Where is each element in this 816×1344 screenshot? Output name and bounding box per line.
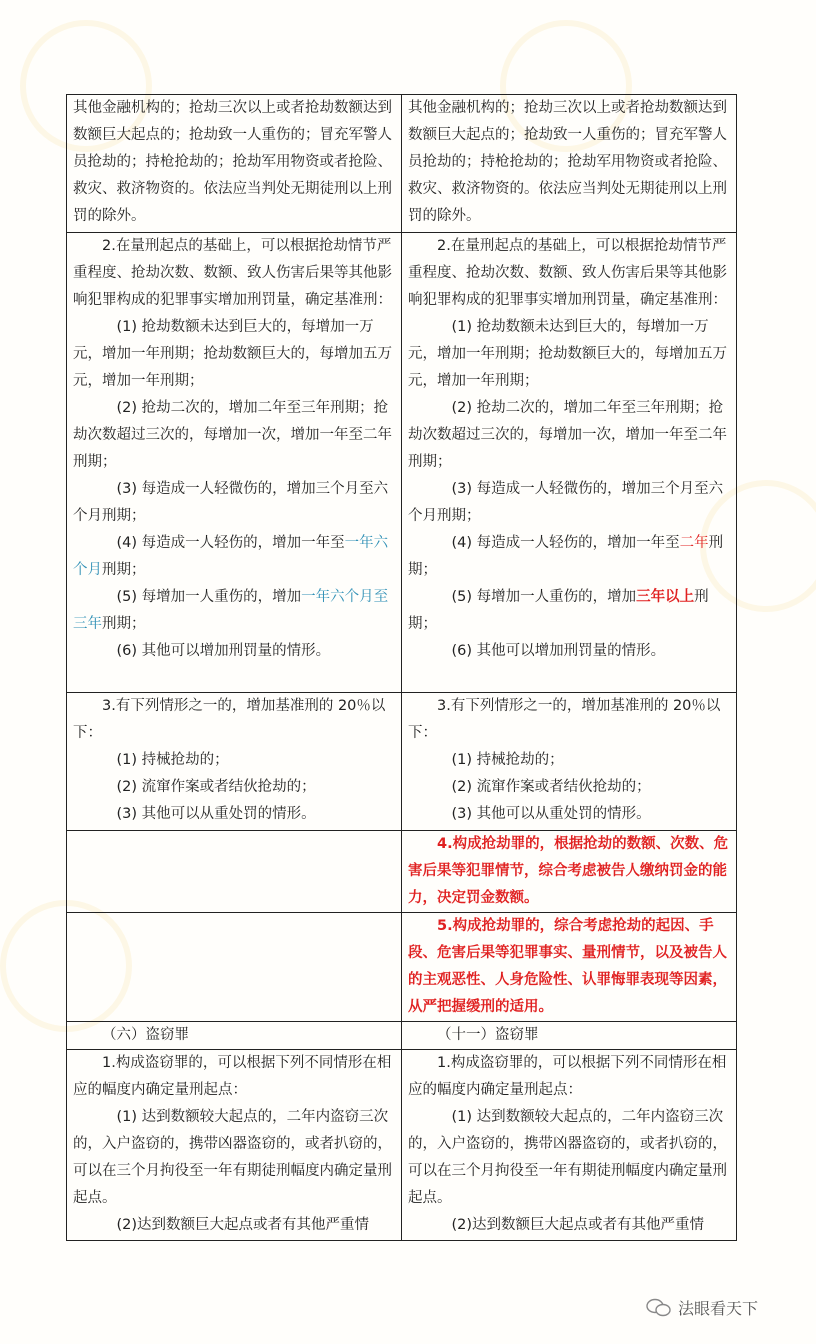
new-version-cell (402, 1022, 737, 1050)
text: 刑期； (102, 616, 146, 632)
text: （六）盗窃罪 (102, 1027, 189, 1043)
footer-account (646, 1296, 758, 1319)
text: (1) 达到数额较大起点的，二年内盗窃三次的，入户盗窃的，携带凶器盗窃的，或者扒窃的，可以在三个月拘役至一年有期徒刑幅度内确定量刑起点。 (408, 1109, 727, 1206)
paragraph (73, 774, 395, 801)
highlighted-text: 二年 (679, 535, 709, 551)
paragraph (408, 801, 730, 828)
text: 2.在量刑起点的基础上，可以根据抢劫情节严重程度、抢劫次数、数额、致人伤害后果等其他影响犯罪构成的犯罪事实增加刑罚量，确定基准刑： (73, 238, 392, 308)
paragraph (408, 95, 730, 230)
text: (2) 抢劫二次的，增加二年至三年刑期；抢劫次数超过三次的，每增加一次，增加一年至二年刑期； (73, 400, 392, 470)
paragraph (408, 913, 730, 1021)
text: （十一）盗窃罪 (437, 1027, 539, 1043)
paragraph (73, 1212, 395, 1239)
text: (3) 每造成一人轻微伤的，增加三个月至六个月刑期； (73, 481, 389, 524)
comparison-table (66, 94, 737, 1241)
new-version-cell (402, 913, 737, 1022)
text: (1) 抢劫数额未达到巨大的，每增加一万元，增加一年刑期；抢劫数额巨大的，每增加五万元，增加一年刑期； (73, 319, 392, 389)
new-version-cell (402, 1050, 737, 1241)
text: (5) 每增加一人重伤的，增加 (116, 589, 302, 605)
text: (2) 流窜作案或者结伙抢劫的； (451, 779, 651, 795)
paragraph (408, 1022, 730, 1049)
new-version-cell (402, 233, 737, 693)
text: (1) 达到数额较大起点的，二年内盗窃三次的，入户盗窃的，携带凶器盗窃的，或者扒窃的，可以在三个月拘役至一年有期徒刑幅度内确定量刑起点。 (73, 1109, 392, 1206)
paragraph (408, 530, 730, 584)
highlighted-text: 5.构成抢劫罪的，综合考虑抢劫的起因、手段、危害后果等犯罪事实、量刑情节，以及被告人的主观恶性、人身危险性、认罪悔罪表现等因素，从严把握缓刑的适用。 (408, 918, 727, 1015)
old-version-cell (67, 913, 402, 1022)
table-row (67, 693, 737, 831)
paragraph (73, 314, 395, 395)
text: (3) 其他可以从重处罚的情形。 (451, 806, 651, 822)
paragraph (73, 693, 395, 747)
paragraph (73, 584, 395, 638)
text: (1) 持械抢劫的； (116, 752, 229, 768)
highlighted-text: 三年以上 (636, 589, 695, 605)
text: (3) 其他可以从重处罚的情形。 (116, 806, 316, 822)
old-version-cell (67, 1050, 402, 1241)
table-row (67, 913, 737, 1022)
paragraph (73, 395, 395, 476)
table-row (67, 831, 737, 913)
text: (1) 持械抢劫的； (451, 752, 564, 768)
paragraph (408, 774, 730, 801)
paragraph (408, 638, 730, 665)
table-row (67, 1050, 737, 1241)
text: (4) 每造成一人轻伤的，增加一年至 (451, 535, 680, 551)
old-version-cell (67, 95, 402, 233)
paragraph (73, 747, 395, 774)
highlighted-text: 一年六个月 (73, 535, 389, 578)
old-version-cell (67, 233, 402, 693)
highlighted-text: 一年六个月至三年 (73, 589, 389, 632)
text: 刑期； (408, 535, 724, 578)
paragraph (73, 476, 395, 530)
highlighted-text: 4.构成抢劫罪的，根据抢劫的数额、次数、危害后果等犯罪情节，综合考虑被告人缴纳罚金的能力，决定罚金数额。 (408, 836, 729, 906)
paragraph (73, 638, 395, 665)
old-version-cell (67, 693, 402, 831)
text: 3.有下列情形之一的，增加基准刑的 20％以下： (73, 698, 386, 741)
paragraph (408, 314, 730, 395)
paragraph (73, 1050, 395, 1104)
text: (6) 其他可以增加刑罚量的情形。 (116, 643, 331, 659)
paragraph (73, 1022, 395, 1049)
text: (2) 流窜作案或者结伙抢劫的； (116, 779, 316, 795)
paragraph (73, 233, 395, 314)
text: (5) 每增加一人重伤的，增加 (451, 589, 637, 605)
text: (2)达到数额巨大起点或者有其他严重情 (116, 1217, 370, 1233)
paragraph (408, 476, 730, 530)
text: (3) 每造成一人轻微伤的，增加三个月至六个月刑期； (408, 481, 724, 524)
text: 1.构成盗窃罪的，可以根据下列不同情形在相应的幅度内确定量刑起点： (408, 1055, 727, 1098)
text: 3.有下列情形之一的，增加基准刑的 20％以下： (408, 698, 721, 741)
table-row (67, 95, 737, 233)
old-version-cell (67, 831, 402, 913)
text: 其他金融机构的；抢劫三次以上或者抢劫数额达到数额巨大起点的；抢劫致一人重伤的；冒充军警人员抢劫的；持枪抢劫的；抢劫军用物资或者抢险、救灾、救济物资的。依法应当判处无期徒刑以上刑罚的除外。 (408, 100, 727, 224)
paragraph (408, 747, 730, 774)
paragraph (73, 1104, 395, 1212)
paragraph (408, 395, 730, 476)
paragraph (408, 831, 730, 912)
account-name: 法眼看天下 (678, 1299, 759, 1318)
text: 2.在量刑起点的基础上，可以根据抢劫情节严重程度、抢劫次数、数额、致人伤害后果等其他影响犯罪构成的犯罪事实增加刑罚量，确定基准刑： (408, 238, 727, 308)
paragraph (73, 95, 395, 230)
paragraph (408, 693, 730, 747)
paragraph (408, 1104, 730, 1212)
new-version-cell (402, 831, 737, 913)
paragraph (408, 1050, 730, 1104)
text: 1.构成盗窃罪的，可以根据下列不同情形在相应的幅度内确定量刑起点： (73, 1055, 392, 1098)
text: (2)达到数额巨大起点或者有其他严重情 (451, 1217, 705, 1233)
table-row (67, 1022, 737, 1050)
text: (1) 抢劫数额未达到巨大的，每增加一万元，增加一年刑期；抢劫数额巨大的，每增加五万元，增加一年刑期； (408, 319, 727, 389)
new-version-cell (402, 95, 737, 233)
wechat-icon (646, 1298, 672, 1318)
table-row (67, 233, 737, 693)
text: (4) 每造成一人轻伤的，增加一年至 (116, 535, 345, 551)
text: 刑期； (408, 589, 709, 632)
text: 刑期； (102, 562, 146, 578)
paragraph (73, 530, 395, 584)
text: (2) 抢劫二次的，增加二年至三年刑期；抢劫次数超过三次的，每增加一次，增加一年至二年刑期； (408, 400, 727, 470)
paragraph (408, 584, 730, 638)
old-version-cell (67, 1022, 402, 1050)
text: 其他金融机构的；抢劫三次以上或者抢劫数额达到数额巨大起点的；抢劫致一人重伤的；冒充军警人员抢劫的；持枪抢劫的；抢劫军用物资或者抢险、救灾、救济物资的。依法应当判处无期徒刑以上刑罚的除外。 (73, 100, 392, 224)
paragraph (73, 801, 395, 828)
text: (6) 其他可以增加刑罚量的情形。 (451, 643, 666, 659)
paragraph (408, 233, 730, 314)
new-version-cell (402, 693, 737, 831)
paragraph (408, 1212, 730, 1239)
